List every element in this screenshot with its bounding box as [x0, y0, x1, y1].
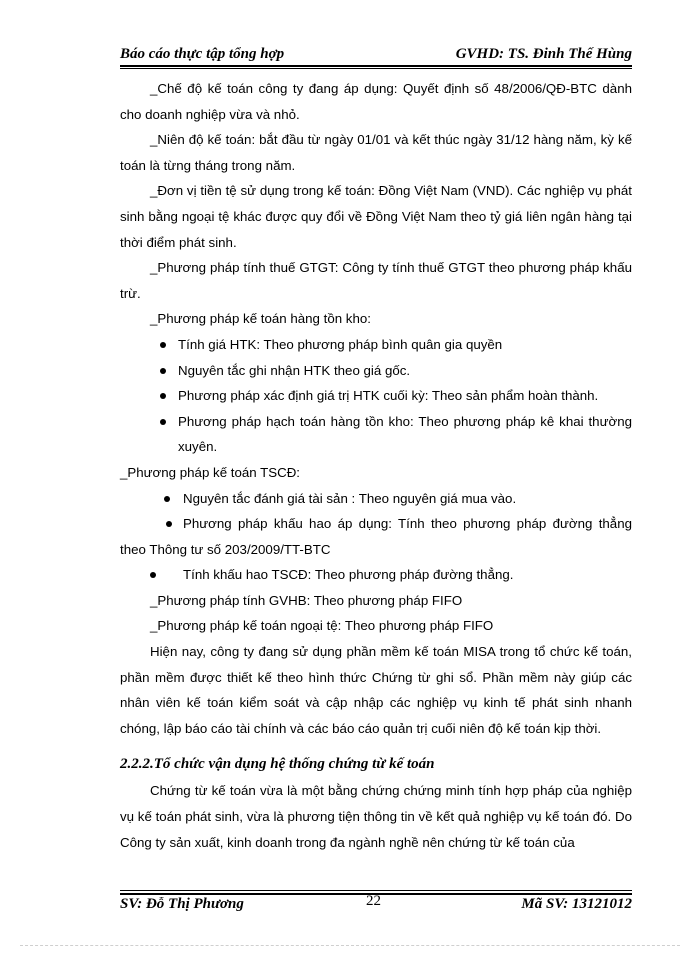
list-item	[120, 409, 632, 460]
page-body	[120, 76, 632, 855]
bullet-icon	[164, 496, 170, 502]
bullet-icon	[150, 572, 156, 578]
list-item	[120, 511, 632, 562]
paragraph-software: Hiện nay, công ty đang sử dụng phần mềm kế toán MISA trong tổ chức kế toán, phần mềm được thiết kế theo hình thức Chứng từ ghi sổ. Phần mềm này giúp các nhân viên kế toán kiểm soát và cập nhập các nghiệp vụ kinh tế phát sinh nhanh chóng, lập báo cáo tài chính và các báo cáo quản trị cuối niên độ kế toán kịp thời.	[120, 644, 632, 736]
list-item	[120, 332, 632, 358]
bullet-text: Nguyên tắc ghi nhận HTK theo giá gốc.	[178, 362, 411, 378]
paragraph-cogs-method: _Phương pháp tính GVHB: Theo phương pháp FIFO	[150, 592, 463, 608]
footer-student-id: Mã SV: 13121012	[521, 896, 632, 912]
paragraph-vat-method: _Phương pháp tính thuế GTGT: Công ty tính thuế GTGT theo phương pháp khấu trừ.	[120, 260, 632, 301]
bullet-text: Nguyên tắc đánh giá tài sản : Theo nguyên giá mua vào.	[183, 490, 517, 506]
list-item	[120, 383, 632, 409]
footer-student-name: SV: Đỗ Thị Phương	[120, 896, 244, 912]
list-item	[120, 358, 632, 384]
bullet-icon	[160, 342, 166, 348]
paragraph-foreign-currency-method: _Phương pháp kế toán ngoại tệ: Theo phương pháp FIFO	[150, 618, 494, 634]
paragraph-vouchers: Chứng từ kế toán vừa là một bằng chứng chứng minh tính hợp pháp của nghiệp vụ kế toán phát sinh, vừa là phương tiện thông tin về kết quả nghiệp vụ kế toán đó. Do Công ty sản xuất, kinh doanh trong đa ngành nghề nên chứng từ kế toán của	[120, 783, 632, 850]
section-heading: 2.2.2.Tổ chức vận dụng hệ thống chứng từ kế toán	[120, 756, 435, 773]
bullet-icon	[160, 419, 166, 425]
page-number: 22	[366, 893, 381, 909]
paragraph-fixed-asset-method: _Phương pháp kế toán TSCĐ:	[120, 464, 301, 480]
bullet-text: Phương pháp hạch toán hàng tồn kho: Theo phương pháp kê khai thường xuyên.	[178, 413, 632, 455]
bullet-text: Phương pháp khấu hao áp dụng: Tính theo phương pháp đường thẳng theo Thông tư số 203/2009/TT-BTC	[120, 516, 632, 557]
header-supervisor: GVHD: TS. Đinh Thế Hùng	[455, 46, 632, 62]
header-report-title: Báo cáo thực tập tổng hợp	[120, 46, 285, 62]
list-item	[120, 486, 632, 512]
page-break-line	[20, 945, 680, 946]
paragraph-inventory-method: _Phương pháp kế toán hàng tồn kho:	[150, 311, 371, 327]
paragraph-fiscal-year: _Niên độ kế toán: bắt đầu từ ngày 01/01 và kết thúc ngày 31/12 hàng năm, kỳ kế toán là từng tháng trong năm.	[120, 132, 632, 173]
page-header	[120, 44, 632, 66]
bullet-text: Phương pháp xác định giá trị HTK cuối kỳ: Theo sản phẩm hoàn thành.	[178, 388, 599, 404]
footer-rule-thin	[120, 890, 632, 891]
bullet-text: Tính giá HTK: Theo phương pháp bình quân gia quyền	[178, 336, 503, 352]
header-rule-thick	[120, 65, 632, 67]
bullet-icon	[160, 393, 166, 399]
header-rule-thin	[120, 68, 632, 69]
bullet-icon	[160, 368, 166, 374]
bullet-text: Tính khấu hao TSCĐ: Theo phương pháp đường thẳng.	[183, 567, 514, 583]
paragraph-accounting-regime: _Chế độ kế toán công ty đang áp dụng: Quyết định số 48/2006/QĐ-BTC dành cho doanh nghiệp vừa và nhỏ.	[120, 81, 632, 122]
paragraph-currency: _Đơn vị tiền tệ sử dụng trong kế toán: Đồng Việt Nam (VND). Các nghiệp vụ phát sinh bằng ngoại tệ khác được quy đổi về Đồng Việt Nam theo tỷ giá liên ngân hàng tại thời điểm phát sinh.	[120, 183, 632, 250]
list-item	[120, 562, 632, 588]
